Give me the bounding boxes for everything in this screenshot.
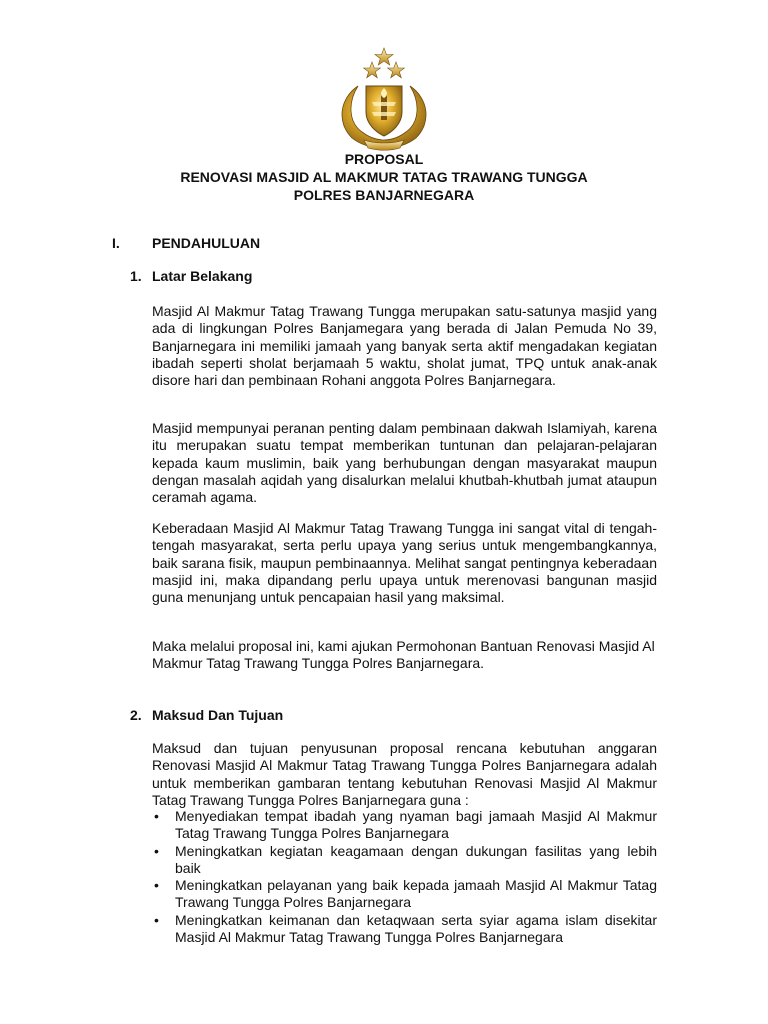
list-item: • Meningkatkan kegiatan keagamaan dengan dukungan fasilitas yang lebih baik	[154, 842, 657, 876]
star-icon	[364, 62, 381, 78]
document-title	[0, 150, 768, 204]
objectives-list	[152, 808, 657, 946]
subheading-title: Maksud Dan Tujuan	[152, 707, 284, 723]
subheading-latar-belakang	[130, 267, 690, 285]
title-line-3: POLRES BANJARNEGARA	[293, 187, 475, 203]
title-line-2: RENOVASI MASJID AL MAKMUR TATAG TRAWANG TUNGGA	[180, 169, 588, 185]
section-heading-pendahuluan	[112, 234, 672, 252]
star-icon	[375, 48, 393, 65]
paragraph: Masjid mempunyai peranan penting dalam pembinaan dakwah Islamiyah, karena itu merupakan suatu tempat memberikan tuntunan dan pelajaran-pelajaran kepada kaum muslimin, baik yang berhubungan dengan masyarakat maupun dengan masalah aqidah yang disalurkan melalui khutbah-khutbah jumat ataupun ceramah agama.	[152, 420, 657, 506]
paragraph: Maka melalui proposal ini, kami ajukan Permohonan Bantuan Renovasi Masjid Al Makmur Tatag Trawang Tungga Polres Banjarnegara.	[152, 638, 655, 672]
title-line-1: PROPOSAL	[344, 151, 424, 167]
paragraph: Maksud dan tujuan penyusunan proposal rencana kebutuhan anggaran Renovasi Masjid Al Makmur Tatag Trawang Tungga Polres Banjarnegara adalah untuk memberikan gambaran tentang kebutuhan Renovasi Masjid Al Makmur Tatag Trawang Tungga Polres Banjarnegara guna :	[152, 740, 657, 808]
paragraph: Keberadaan Masjid Al Makmur Tatag Trawang Tungga ini sangat vital di tengah-tengah masyarakat, serta perlu upaya yang serius untuk mengembangkannya, baik sarana fisik, maupun pembinaannya. Melihat sangat pentingnya keberadaan masjid ini, maka dipandang perlu upaya untuk merenovasi bangunan masjid guna menunjang untuk pencapaian hasil yang maksimal.	[152, 520, 657, 606]
list-item: • Meningkatkan pelayanan yang baik kepada jamaah Masjid Al Makmur Tatag Trawang Tungga Polres Banjarnegara	[154, 877, 657, 911]
subheading-title: Latar Belakang	[152, 268, 253, 284]
section-number: I.	[112, 235, 120, 251]
list-item: • Meningkatkan keimanan dan ketaqwaan serta syiar agama islam disekitar Masjid Al Makmur Tatag Trawang Tungga Polres Banjarnegara	[154, 911, 657, 946]
bullet-icon: •	[154, 842, 159, 859]
bullet-icon: •	[154, 877, 159, 894]
star-icon	[388, 62, 405, 78]
police-emblem-icon	[328, 44, 440, 152]
bullet-icon: •	[154, 911, 159, 928]
subheading-number: 2.	[130, 707, 142, 723]
subheading-maksud-dan-tujuan	[130, 706, 690, 724]
section-title: PENDAHULUAN	[152, 235, 261, 251]
subheading-number: 1.	[130, 268, 142, 284]
list-item: • Menyediakan tempat ibadah yang nyaman bagi jamaah Masjid Al Makmur Tatag Trawang Tungga Polres Banjarnegara	[154, 808, 657, 842]
bullet-icon: •	[154, 808, 159, 824]
paragraph: Masjid Al Makmur Tatag Trawang Tungga merupakan satu-satunya masjid yang ada di lingkungan Polres Banjamegara yang berada di Jalan Pemuda No 39, Banjarnegara ini memiliki jamaah yang banyak serta aktif mengadakan kegiatan ibadah seperti sholat berjamaah 5 waktu, sholat jumat, TPQ untuk anak-anak disore hari dan pembinaan Rohani anggota Polres Banjarnegara.	[152, 303, 657, 389]
